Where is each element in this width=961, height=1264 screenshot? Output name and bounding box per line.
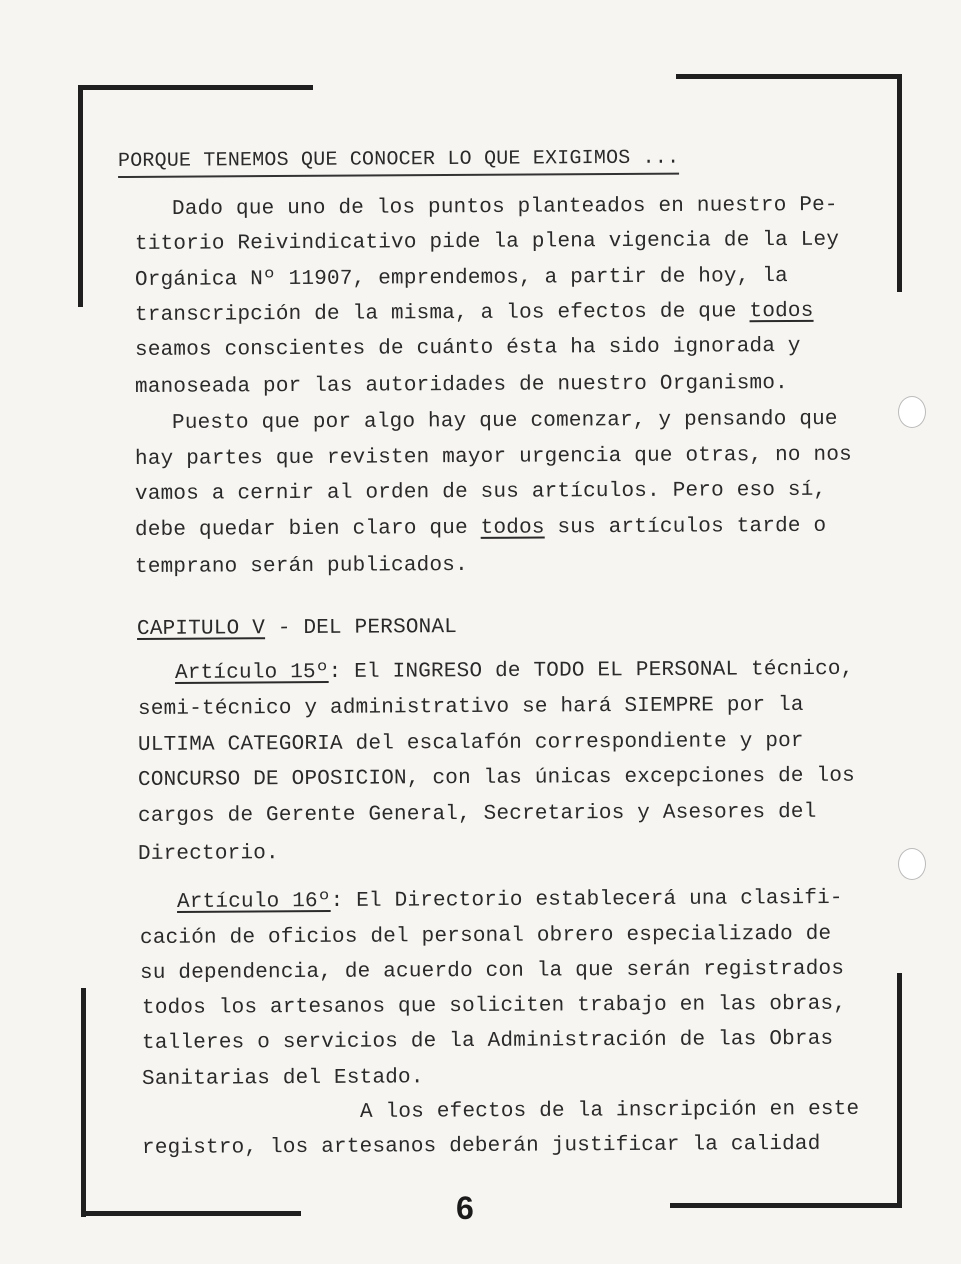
text-segment: A los efectos de la inscripción en este bbox=[359, 1097, 860, 1124]
text-line bbox=[177, 887, 843, 915]
text-segment: : El Directorio establecerá una clasifi- bbox=[330, 886, 843, 914]
text-segment: sus artículos tarde o bbox=[544, 514, 827, 540]
underlined-text: todos bbox=[480, 516, 545, 540]
text-segment: titorio Reivindicativo pide la plena vigencia de la Ley bbox=[134, 228, 840, 256]
bracket-bottom-left-horizontal bbox=[81, 1211, 301, 1216]
text-line bbox=[137, 616, 457, 642]
bracket-bottom-left-vertical bbox=[81, 988, 86, 1217]
text-segment: Puesto que por algo hay que comenzar, y pensando que bbox=[171, 407, 838, 435]
underlined-text: CAPITULO V bbox=[136, 617, 266, 641]
text-segment: Directorio. bbox=[137, 842, 279, 866]
bracket-top-right-horizontal bbox=[676, 74, 902, 79]
text-segment: Dado que uno de los puntos planteados en nuestro Pe- bbox=[171, 193, 838, 221]
text-segment: todos los artesanos que soliciten trabajo en las obras, bbox=[141, 992, 847, 1020]
bracket-bottom-right-vertical bbox=[897, 973, 902, 1208]
text-line bbox=[135, 444, 852, 472]
text-segment: ULTIMA CATEGORIA del escalafón correspondiente y por bbox=[137, 729, 804, 757]
text-line bbox=[135, 335, 801, 363]
text-segment: transcripción de la misma, a los efectos de que bbox=[134, 300, 750, 327]
text-segment: seamos conscientes de cuánto ésta ha sido ignorada y bbox=[134, 334, 801, 362]
underlined-text: todos bbox=[749, 299, 814, 324]
page-number: 6 bbox=[456, 1190, 474, 1226]
punch-hole bbox=[898, 396, 926, 428]
text-segment: : El INGRESO de TODO EL PERSONAL técnico, bbox=[328, 657, 854, 685]
text-line bbox=[175, 658, 854, 686]
underlined-text: Artículo 15º bbox=[174, 661, 329, 685]
text-segment: hay partes que revisten mayor urgencia que otras, no nos bbox=[134, 443, 852, 471]
text-segment: vamos a cernir al orden de sus artículos. Pero eso sí, bbox=[134, 478, 827, 506]
bracket-bottom-right-horizontal bbox=[670, 1203, 902, 1208]
text-line bbox=[142, 1028, 833, 1056]
text-line bbox=[140, 923, 831, 951]
text-segment: - DEL PERSONAL bbox=[264, 616, 458, 641]
bracket-top-right-vertical bbox=[897, 74, 902, 292]
text-line bbox=[135, 265, 788, 293]
text-segment: manoseada por las autoridades de nuestro Organismo. bbox=[134, 372, 788, 399]
text-line bbox=[142, 1133, 821, 1161]
bracket-top-left-horizontal bbox=[79, 85, 313, 90]
text-segment: talleres o servicios de la Administración de las Obras bbox=[141, 1027, 834, 1055]
text-line bbox=[135, 300, 814, 328]
punch-hole bbox=[898, 848, 926, 880]
text-segment: registro, los artesanos deberán justificar la calidad bbox=[141, 1132, 821, 1160]
text-line bbox=[135, 229, 839, 257]
text-line bbox=[142, 1066, 424, 1092]
text-line bbox=[135, 372, 788, 400]
text-segment: su dependencia, de acuerdo con la que serán registrados bbox=[139, 957, 845, 985]
text-line bbox=[135, 515, 826, 543]
text-line bbox=[135, 554, 468, 580]
text-segment: debe quedar bien claro que bbox=[134, 516, 481, 542]
text-line bbox=[142, 993, 846, 1021]
document-title: PORQUE TENEMOS QUE CONOCER LO QUE EXIGIMOS ... bbox=[118, 147, 679, 178]
text-line bbox=[138, 765, 855, 793]
text-line bbox=[138, 694, 804, 722]
text-segment: cación de oficios del personal obrero especializado de bbox=[139, 922, 832, 950]
text-segment: cargos de Gerente General, Secretarios y Asesores del bbox=[137, 800, 817, 828]
bracket-top-left-vertical bbox=[78, 85, 83, 307]
text-line bbox=[135, 479, 826, 507]
text-segment: semi-técnico y administrativo se hará SIEMPRE por la bbox=[137, 693, 804, 721]
text-segment: Orgánica Nº 11907, emprendemos, a partir de hoy, la bbox=[134, 265, 788, 292]
text-line bbox=[172, 408, 838, 436]
text-segment: CONCURSO DE OPOSICION, con las únicas excepciones de los bbox=[137, 764, 855, 792]
text-line bbox=[138, 801, 817, 829]
text-segment: temprano serán publicados. bbox=[134, 553, 468, 579]
text-line bbox=[360, 1098, 859, 1125]
text-line bbox=[140, 958, 844, 986]
underlined-text: Artículo 16º bbox=[176, 890, 331, 914]
text-line bbox=[138, 842, 279, 867]
text-segment: Sanitarias del Estado. bbox=[141, 1066, 424, 1091]
text-line bbox=[172, 194, 838, 222]
text-line bbox=[138, 730, 804, 758]
